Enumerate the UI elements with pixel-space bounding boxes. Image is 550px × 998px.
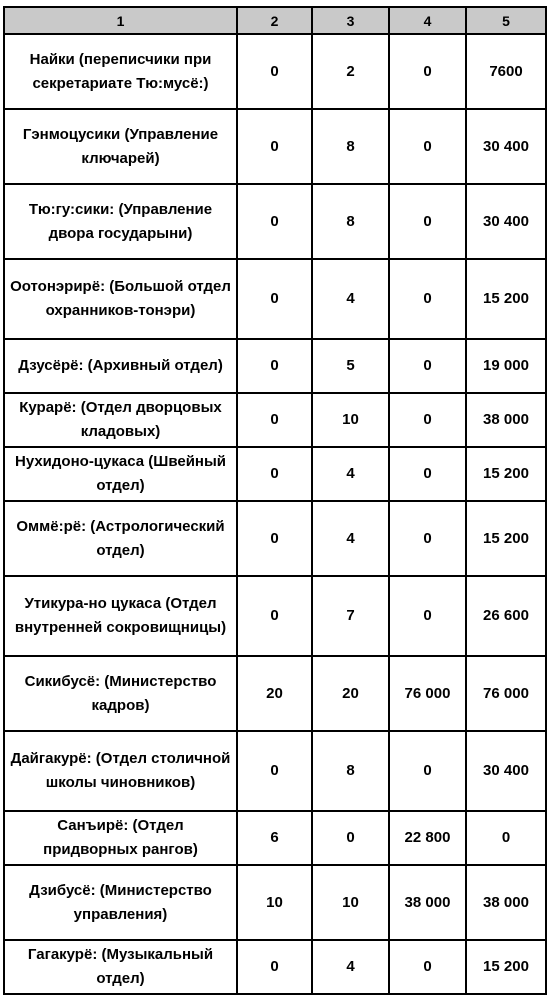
row-col-5: 30 400 (466, 109, 546, 184)
row-col-3: 2 (312, 34, 389, 109)
row-col-3: 0 (312, 811, 389, 865)
row-col-2: 0 (237, 940, 312, 994)
table-row (4, 656, 546, 731)
row-col-4: 0 (389, 184, 466, 259)
row-col-4: 0 (389, 339, 466, 393)
header-row (4, 7, 546, 34)
row-col-3: 8 (312, 731, 389, 811)
row-name: Санъирё: (Отдел придворных рангов) (4, 811, 237, 865)
row-col-5: 38 000 (466, 393, 546, 447)
row-col-3: 20 (312, 656, 389, 731)
row-col-4: 38 000 (389, 865, 466, 940)
row-col-3: 4 (312, 447, 389, 501)
row-name: Оммё:рё: (Астрологический отдел) (4, 501, 237, 576)
header-col-4: 4 (389, 7, 466, 34)
row-col-4: 0 (389, 576, 466, 656)
header-col-2: 2 (237, 7, 312, 34)
row-col-4: 0 (389, 501, 466, 576)
table-row (4, 339, 546, 393)
row-name: Гагакурё: (Музыкальный отдел) (4, 940, 237, 994)
row-col-2: 10 (237, 865, 312, 940)
row-col-5: 7600 (466, 34, 546, 109)
row-col-2: 0 (237, 34, 312, 109)
row-name: Дзусёрё: (Архивный отдел) (4, 339, 237, 393)
row-col-2: 0 (237, 184, 312, 259)
row-col-5: 0 (466, 811, 546, 865)
header-col-3: 3 (312, 7, 389, 34)
table-row (4, 34, 546, 109)
row-col-4: 0 (389, 447, 466, 501)
table-row (4, 811, 546, 865)
row-col-5: 76 000 (466, 656, 546, 731)
table-row (4, 184, 546, 259)
row-col-3: 4 (312, 501, 389, 576)
row-col-2: 0 (237, 339, 312, 393)
row-col-4: 0 (389, 393, 466, 447)
row-col-4: 0 (389, 731, 466, 811)
row-col-2: 0 (237, 259, 312, 339)
row-col-3: 4 (312, 940, 389, 994)
row-col-3: 10 (312, 393, 389, 447)
row-col-2: 0 (237, 393, 312, 447)
row-col-2: 20 (237, 656, 312, 731)
row-col-5: 15 200 (466, 940, 546, 994)
row-col-2: 0 (237, 576, 312, 656)
row-col-2: 6 (237, 811, 312, 865)
row-name: Утикура-но цукаса (Отдел внутренней сокровищницы) (4, 576, 237, 656)
row-col-2: 0 (237, 501, 312, 576)
row-name: Оотонэрирё: (Большой отдел охранников-тонэри) (4, 259, 237, 339)
row-name: Дзибусё: (Министерство управления) (4, 865, 237, 940)
row-col-5: 26 600 (466, 576, 546, 656)
table-row (4, 865, 546, 940)
table-row (4, 940, 546, 994)
row-col-4: 0 (389, 34, 466, 109)
table-row (4, 109, 546, 184)
header-col-5: 5 (466, 7, 546, 34)
row-col-4: 0 (389, 940, 466, 994)
row-col-5: 38 000 (466, 865, 546, 940)
row-col-5: 19 000 (466, 339, 546, 393)
row-col-3: 4 (312, 259, 389, 339)
row-col-4: 76 000 (389, 656, 466, 731)
row-name: Курарё: (Отдел дворцовых кладовых) (4, 393, 237, 447)
row-col-2: 0 (237, 109, 312, 184)
table-row (4, 501, 546, 576)
table-row (4, 731, 546, 811)
row-col-4: 0 (389, 259, 466, 339)
row-name: Тю:гу:сики: (Управление двора государыни) (4, 184, 237, 259)
row-name: Нухидоно-цукаса (Швейный отдел) (4, 447, 237, 501)
row-col-3: 10 (312, 865, 389, 940)
row-name: Гэнмоцусики (Управление ключарей) (4, 109, 237, 184)
row-col-3: 7 (312, 576, 389, 656)
row-col-5: 15 200 (466, 501, 546, 576)
row-name: Сикибусё: (Министерство кадров) (4, 656, 237, 731)
data-table (3, 6, 547, 995)
row-col-3: 8 (312, 184, 389, 259)
row-col-2: 0 (237, 447, 312, 501)
row-col-5: 30 400 (466, 731, 546, 811)
header-col-1: 1 (4, 7, 237, 34)
table-row (4, 576, 546, 656)
row-col-4: 22 800 (389, 811, 466, 865)
table-row (4, 393, 546, 447)
row-col-5: 15 200 (466, 447, 546, 501)
row-col-5: 30 400 (466, 184, 546, 259)
table-row (4, 259, 546, 339)
row-col-3: 8 (312, 109, 389, 184)
row-name: Найки (переписчики при секретариате Тю:мусё:) (4, 34, 237, 109)
table-row (4, 447, 546, 501)
row-col-3: 5 (312, 339, 389, 393)
row-col-2: 0 (237, 731, 312, 811)
row-col-5: 15 200 (466, 259, 546, 339)
row-name: Дайгакурё: (Отдел столичной школы чиновников) (4, 731, 237, 811)
row-col-4: 0 (389, 109, 466, 184)
